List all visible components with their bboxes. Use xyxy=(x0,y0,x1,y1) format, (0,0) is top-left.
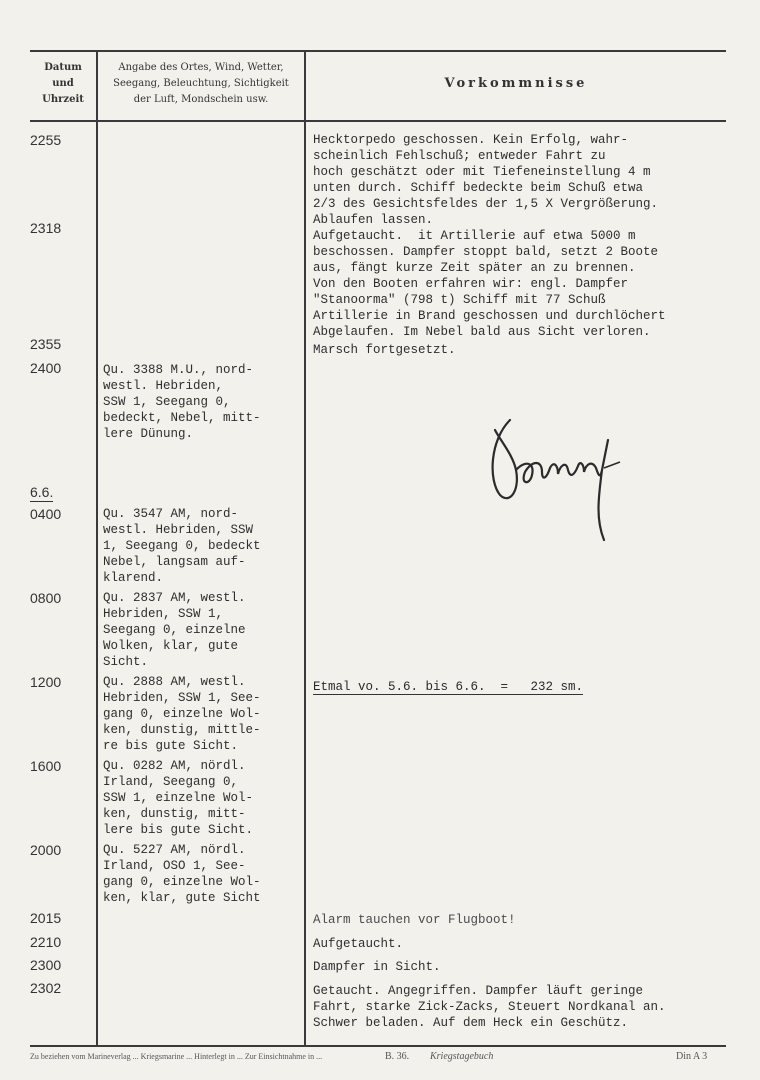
event-2300: Dampfer in Sicht. xyxy=(313,960,441,974)
location-1200: Qu. 2888 AM, westl. Hebriden, SSW 1, See- gang 0, einzelne Wol- ken, dunstig, mittle- re bis gute Sicht. xyxy=(103,675,261,753)
header-date-time: Datum und Uhrzeit xyxy=(42,62,84,105)
footer-form-number: B. 36. xyxy=(385,1051,410,1062)
commander-signature xyxy=(480,400,650,560)
event-2355: Marsch fortgesetzt. xyxy=(313,343,456,357)
time-2300: 2300 xyxy=(30,957,62,973)
header-events: Vorkommnisse xyxy=(444,76,588,91)
footer-publisher-note: Zu beziehen vom Marineverlag ... Kriegsmarine ... Hinterlegt in ... Zur Einsichtnahme in ... xyxy=(30,1052,323,1061)
time-2302: 2302 xyxy=(30,980,62,996)
footer-form-label: Kriegstagebuch xyxy=(430,1051,494,1062)
time-2210: 2210 xyxy=(30,934,62,950)
etmal-daily-run: Etmal vo. 5.6. bis 6.6. = 232 sm. xyxy=(313,680,584,694)
time-1600: 1600 xyxy=(30,758,62,774)
time-2400: 2400 xyxy=(30,360,62,376)
footer-paper-size: Din A 3 xyxy=(676,1051,708,1062)
location-2000: Qu. 5227 AM, nördl. Irland, OSO 1, See- gang 0, einzelne Wol- ken, klar, gute Sicht xyxy=(103,843,261,905)
time-2355: 2355 xyxy=(30,336,62,352)
time-2255: 2255 xyxy=(30,132,62,148)
col-divider-2 xyxy=(304,50,306,1045)
location-2400: Qu. 3388 M.U., nord- westl. Hebriden, SSW 1, Seegang 0, bedeckt, Nebel, mitt- lere Dünung. xyxy=(103,363,261,441)
date-label: 6.6. xyxy=(30,484,54,500)
time-0400: 0400 xyxy=(30,506,62,522)
header-bottom-rule xyxy=(30,120,726,122)
event-2015: Alarm tauchen vor Flugboot! xyxy=(313,913,516,927)
location-0400: Qu. 3547 AM, nord- westl. Hebriden, SSW 1, Seegang 0, bedeckt Nebel, langsam auf- klarend. xyxy=(103,507,261,585)
location-0800: Qu. 2837 AM, westl. Hebriden, SSW 1, Seegang 0, einzelne Wolken, klar, gute Sicht. xyxy=(103,591,246,669)
top-rule xyxy=(30,50,726,52)
time-2318: 2318 xyxy=(30,220,62,236)
event-2302: Getaucht. Angegriffen. Dampfer läuft geringe Fahrt, starke Zick-Zacks, Steuert Nordkanal an. Schwer beladen. Auf dem Heck ein Geschütz. xyxy=(313,984,666,1030)
header-location-weather: Angabe des Ortes, Wind, Wetter, Seegang, Beleuchtung, Sichtigkeit der Luft, Mondschein usw. xyxy=(113,62,289,105)
location-1600: Qu. 0282 AM, nördl. Irland, Seegang 0, SSW 1, einzelne Wol- ken, dunstig, mitt- lere bis gute Sicht. xyxy=(103,759,254,837)
time-2000: 2000 xyxy=(30,842,62,858)
time-2015: 2015 xyxy=(30,910,62,926)
time-1200: 1200 xyxy=(30,674,62,690)
event-2255: Hecktorpedo geschossen. Kein Erfolg, wahr- scheinlich Fehlschuß; entweder Fahrt zu hoch geschätzt oder mit Tiefeneinstellung 4 m unten durch. Schiff bedeckte beim Schuß etwa 2/3 des Gesichtsfeldes der 1,5 X Vergrößerung. Ablaufen lassen. xyxy=(313,133,659,227)
event-2318: Aufgetaucht. it Artillerie auf etwa 5000 m beschossen. Dampfer stoppt bald, setzt 2 Boote aus, fängt kurze Zeit später an zu brennen. Von den Booten erfahren wir: engl. Dampfer "Stanoorma" (798 t) Schiff mit 77 Schuß Artillerie in Brand geschossen und durchlöchert Abgelaufen. Im Nebel bald aus Sicht verloren. xyxy=(313,229,666,339)
col-divider-1 xyxy=(96,50,98,1045)
bottom-rule xyxy=(30,1045,726,1047)
event-2210: Aufgetaucht. xyxy=(313,937,404,951)
time-0800: 0800 xyxy=(30,590,62,606)
